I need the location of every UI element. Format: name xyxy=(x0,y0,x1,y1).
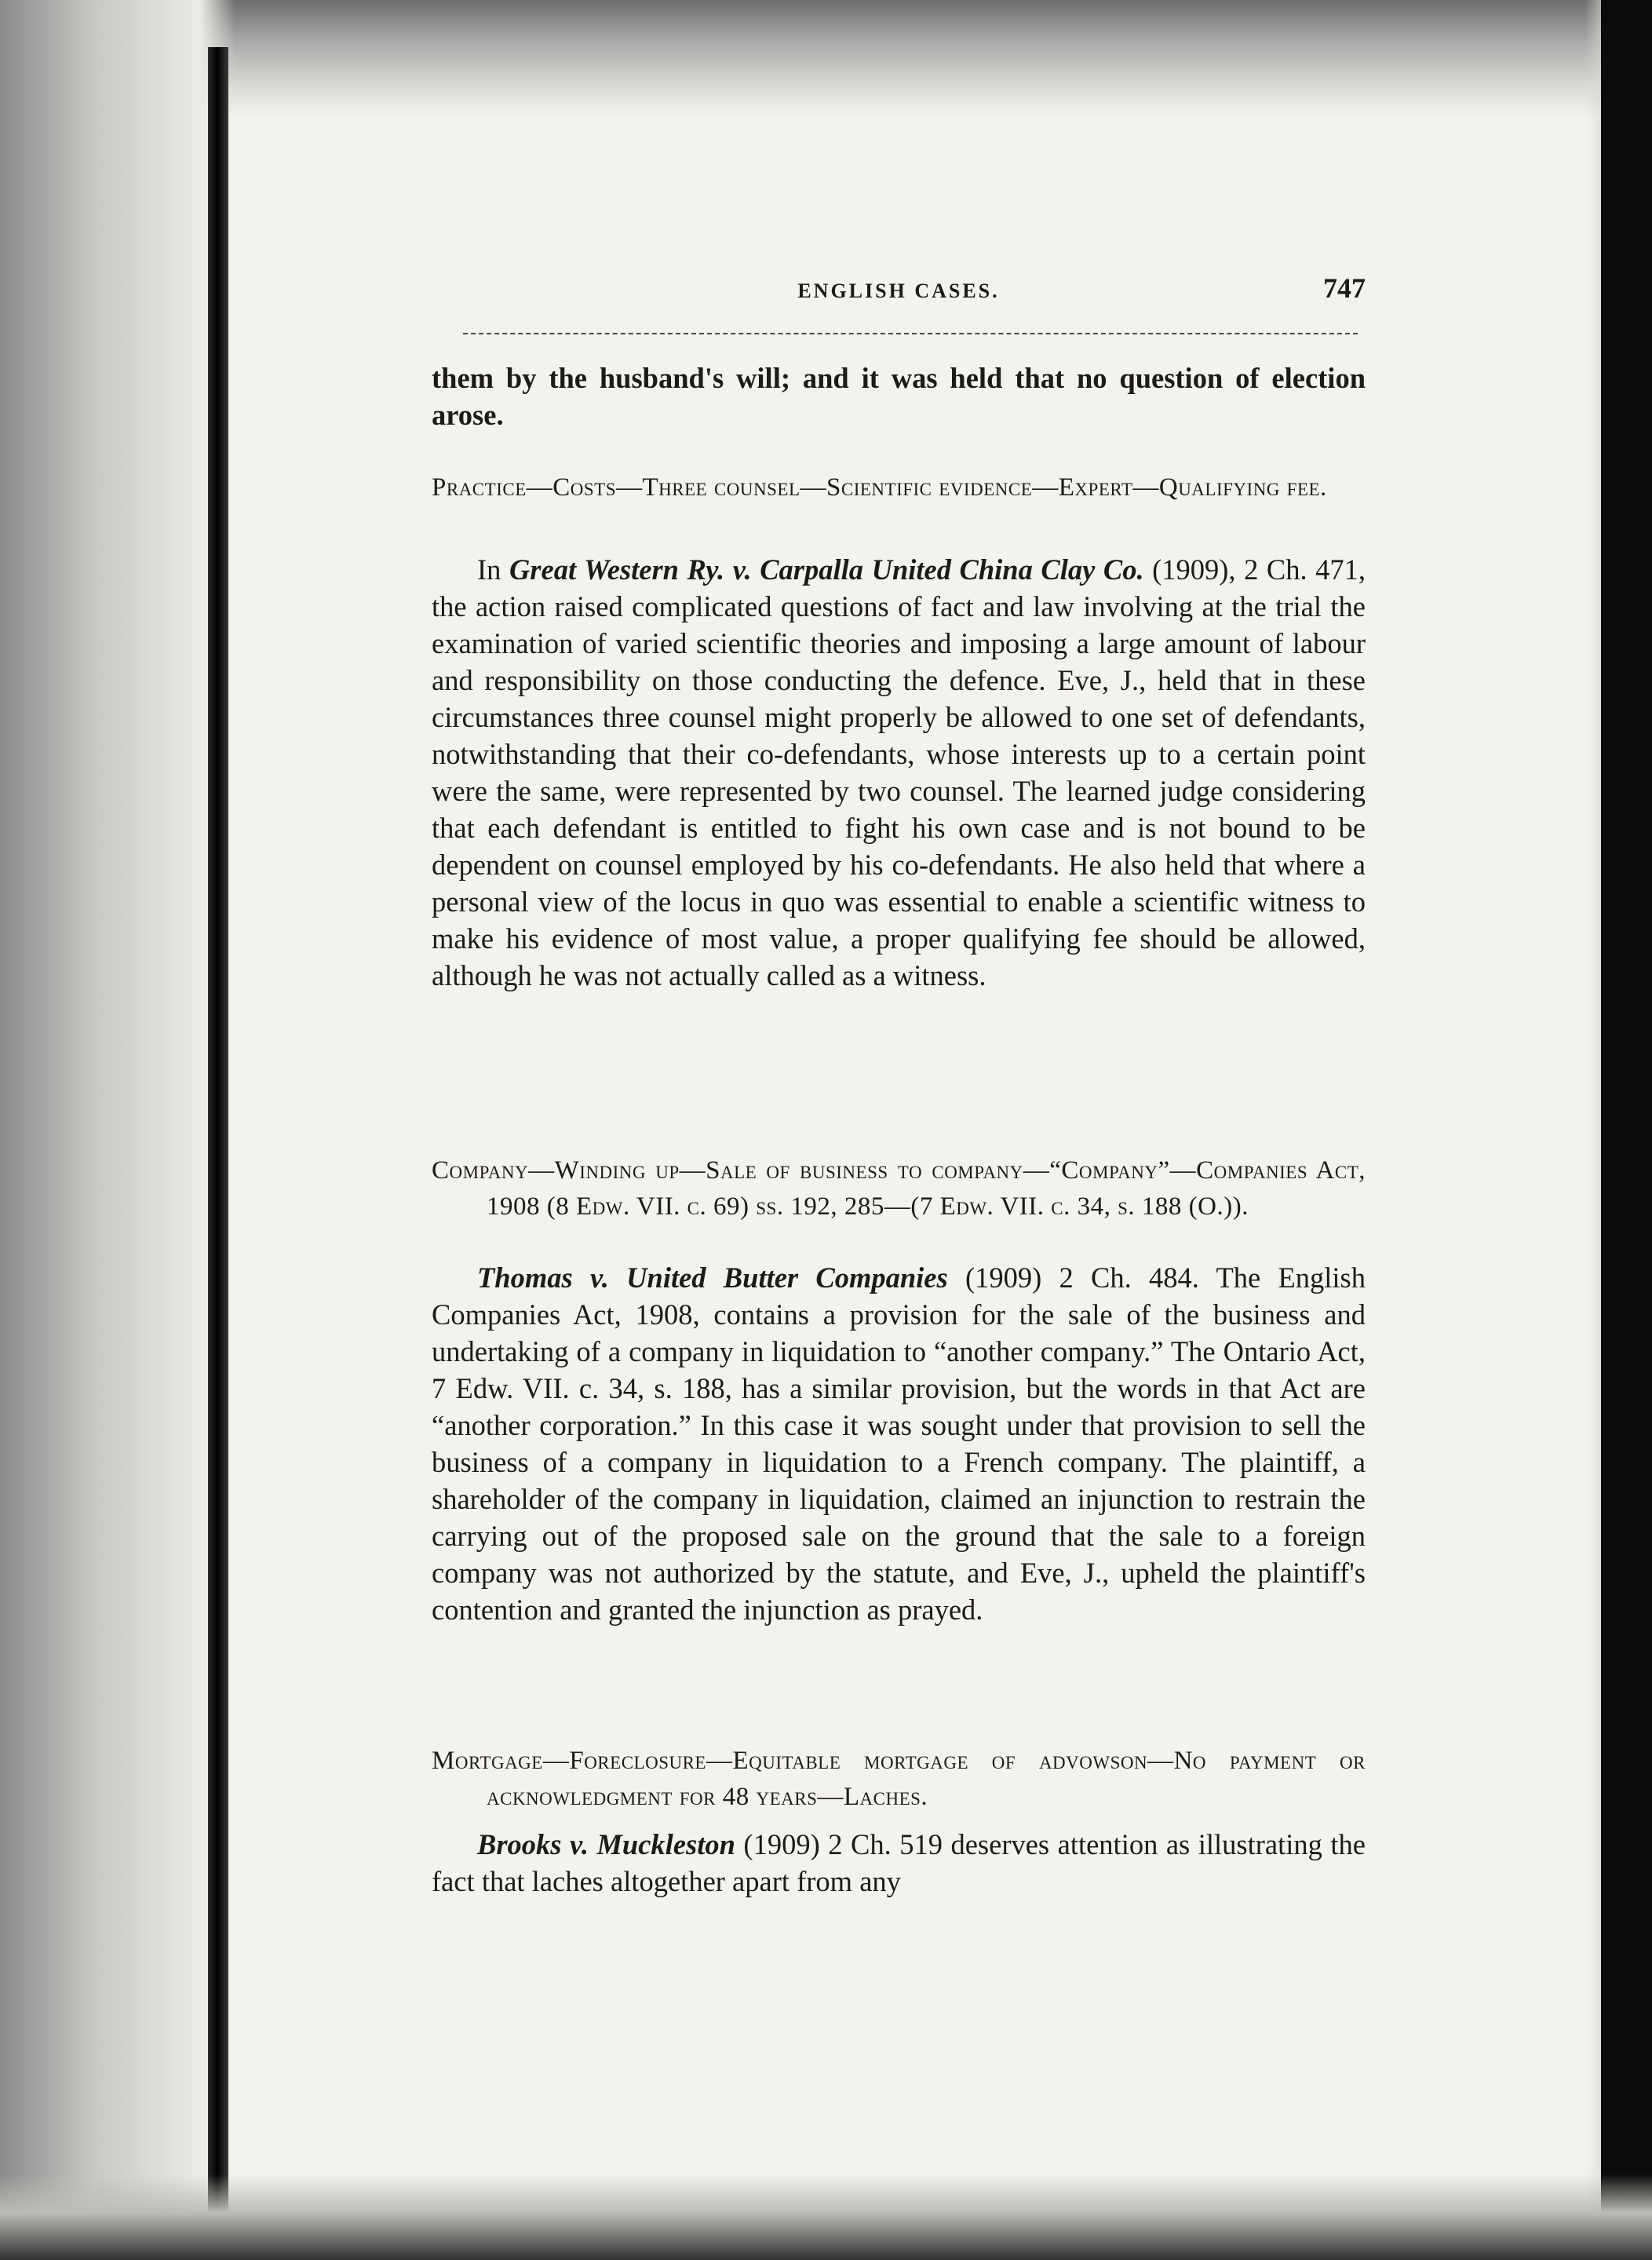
section-heading-mortgage: Mortgage—Foreclosure—Equitable mortgage of advowson—No payment or acknowledgment for 48 years—Laches. xyxy=(432,1747,1366,1811)
header-rule xyxy=(463,333,1358,334)
case-name: Thomas v. United Butter Companies xyxy=(477,1261,948,1294)
case-name: Brooks v. Muckleston xyxy=(477,1828,735,1860)
section-paragraph-company xyxy=(432,1259,1366,1628)
intro-paragraph: them by the husband's will; and it was held that no question of election arose. xyxy=(432,362,1366,431)
case-body: (1909) 2 Ch. 484. The English Companies Act, 1908, contains a provision for the sale of the business and undertaking of a company in liquidation to “another company.” The Ontario Act, 7 Edw. VII. c. 34, s. 188, has a similar provision, but the words in that Act are “another corporation.” In this case it was sought under that provision to sell the business of a company in liquidation to a French company. The plaintiff, a shareholder of the company in liquidation, claimed an injunction to restrain the carrying out of the proposed sale on the ground that the sale to a foreign company was not authorized by the statute, and Eve, J., upheld the plaintiff's contention and granted the injunction as prayed. xyxy=(432,1261,1366,1626)
section-paragraph-mortgage xyxy=(432,1826,1366,1900)
running-title: ENGLISH CASES. xyxy=(797,279,1000,302)
book-spine xyxy=(208,47,228,2260)
page-number: 747 xyxy=(1323,272,1366,304)
section-paragraph-practice xyxy=(432,551,1366,994)
case-name: Great Western Ry. v. Carpalla United China Clay Co. xyxy=(509,553,1144,586)
case-prefix: In xyxy=(477,553,509,586)
case-body: (1909) 2 Ch. 519 deserves attention as illustrating the fact that laches altogether apart from any xyxy=(432,1828,1366,1897)
scan-top-shadow xyxy=(0,0,1652,118)
case-body: (1909), 2 Ch. 471, the action raised complicated questions of fact and law involving at the trial the examination of varied scientific theories and imposing a large amount of labour and responsibility on those conducting the defence. Eve, J., held that in these circumstances three counsel might properly be allowed to one set of defendants, notwithstanding that their co-defendants, whose interests up to a certain point were the same, were represented by two counsel. The learned judge considering that each defendant is entitled to fight his own case and is not bound to be dependent on counsel employed by his co-defendants. He also held that where a personal view of the locus in quo was essential to enable a scientific witness to make his evidence of most value, a proper qualifying fee should be allowed, although he was not actually called as a witness. xyxy=(432,553,1366,991)
book-page xyxy=(432,267,1366,2135)
section-heading-company: Company—Winding up—Sale of business to company—“Company”—Companies Act, 1908 (8 Edw. VII. c. 69) ss. 192, 285—(7 Edw. VII. c. 34, s. 188 (O.)). xyxy=(432,1156,1366,1221)
scan-bottom-shadow xyxy=(0,2174,1652,2260)
scan-left-shadow xyxy=(0,0,235,2260)
scan-right-border xyxy=(1601,0,1652,2260)
section-heading-practice: Practice—Costs—Three counsel—Scientific evidence—Expert—Qualifying fee. xyxy=(432,473,1327,502)
running-header xyxy=(432,267,1366,317)
